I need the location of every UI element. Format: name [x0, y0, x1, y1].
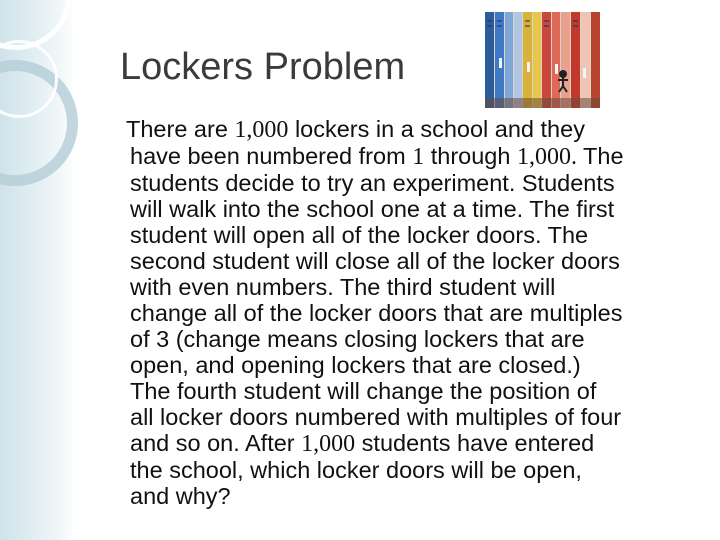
slide-title: Lockers Problem: [120, 46, 406, 88]
lockers-photo: [485, 12, 600, 108]
body-text-segment: lockers in a school and they have been numbered from: [130, 116, 585, 169]
body-text-segment: students have entered the school, which locker doors will be open, and why?: [130, 430, 595, 509]
number-text: 1,000.: [516, 144, 577, 170]
decorative-side-band: [0, 0, 75, 540]
body-text-segment: The students decide to try an experiment. Students will walk into the school one at a time. The first student will open all of the locker doors. The second student will close all of the locker doors with even numbers. The third student will change all of the locker doors that are multiples of 3 (change means closing lockers that are open, and opening lockers that are closed.) The fourth student will change the position of all locker doors numbered with multiples of four and so on. After: [130, 143, 624, 456]
problem-statement: [126, 116, 705, 509]
number-text: 1,000: [234, 117, 289, 143]
lockers-illustration: [485, 12, 600, 108]
number-text: 1: [412, 144, 425, 170]
number-text: 1,000: [301, 431, 356, 457]
body-text-segment: There are: [126, 116, 235, 142]
body-text-segment: through: [424, 143, 517, 169]
